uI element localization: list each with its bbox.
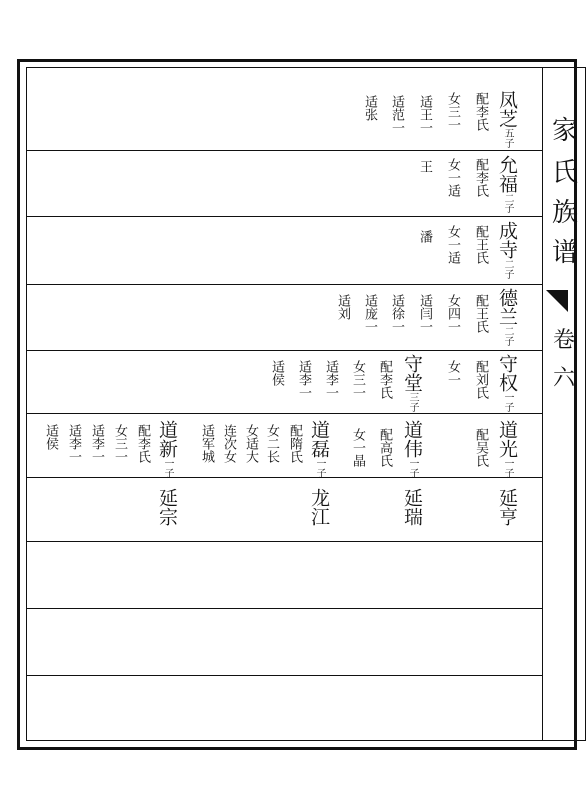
person-name <box>497 288 516 346</box>
note-text: 女三一 <box>350 360 365 399</box>
person-name-text: 允福 <box>496 155 518 193</box>
row-divider <box>27 150 542 151</box>
spouse-children-note <box>474 92 487 131</box>
person-name <box>402 420 421 478</box>
spouse-children-note <box>113 424 126 463</box>
note-text: 适李一 <box>296 360 311 399</box>
spouse-children-note <box>136 424 149 463</box>
note-text: 女一 <box>445 360 460 386</box>
person-name-text: 凤芝 <box>496 90 518 128</box>
spouse-children-note <box>474 225 487 264</box>
side-volume-char: 卷 <box>553 328 576 353</box>
spouse-children-note <box>446 158 459 197</box>
person-name-text: 道磊 <box>308 420 330 458</box>
children-count: 三子 <box>407 392 418 412</box>
spouse-children-note <box>446 360 459 386</box>
note-text: 适徐一 <box>389 294 404 333</box>
note-text: 女三一 <box>445 92 460 131</box>
note-text: 适侯 <box>43 424 58 450</box>
spouse-children-note <box>378 360 391 399</box>
spouse-children-note <box>418 95 431 134</box>
note-text: 女一晶 <box>350 428 365 467</box>
children-count: 一子 <box>502 392 513 412</box>
spouse-children-note <box>222 424 235 463</box>
spouse-children-note <box>390 294 403 333</box>
spouse-children-note <box>324 360 337 399</box>
note-text: 配李氏 <box>473 158 488 197</box>
person-name-text: 守堂 <box>401 354 423 392</box>
spouse-children-note <box>418 230 431 243</box>
children-count: 二子 <box>502 326 513 346</box>
row-divider <box>27 541 542 542</box>
person-name <box>157 488 176 526</box>
spouse-children-note <box>67 424 80 463</box>
person-name <box>497 354 516 412</box>
row-divider <box>27 608 542 609</box>
children-count: 二子 <box>502 259 513 279</box>
person-name-text: 延瑞 <box>401 488 423 526</box>
spouse-children-note <box>378 428 391 467</box>
note-text: 配王氏 <box>473 225 488 264</box>
spouse-children-note <box>336 294 349 320</box>
spouse-children-note <box>270 360 283 386</box>
note-text: 女一适 <box>445 225 460 264</box>
spouse-children-note <box>474 360 487 399</box>
note-text: 适张 <box>362 95 377 121</box>
note-text: 配李氏 <box>473 92 488 131</box>
note-text: 适闫一 <box>417 294 432 333</box>
person-name <box>497 221 516 279</box>
note-text: 配李氏 <box>135 424 150 463</box>
spouse-children-note <box>90 424 103 463</box>
note-text: 适刘 <box>335 294 350 320</box>
children-count: 一子 <box>407 458 418 478</box>
children-count: 一子 <box>162 458 173 478</box>
person-name-text: 龙江 <box>308 488 330 526</box>
person-name <box>497 90 516 148</box>
spouse-children-note <box>418 160 431 173</box>
note-text: 适范一 <box>389 95 404 134</box>
spouse-children-note <box>363 95 376 121</box>
person-name-text: 成寺 <box>496 221 518 259</box>
spouse-children-note <box>418 294 431 333</box>
row-divider <box>27 216 542 217</box>
spouse-children-note <box>297 360 310 399</box>
note-text: 适李一 <box>89 424 104 463</box>
note-text: 适军城 <box>199 424 214 463</box>
spouse-children-note <box>288 424 301 463</box>
person-name-text: 延宗 <box>156 488 178 526</box>
note-text: 适侯 <box>269 360 284 386</box>
spouse-children-note <box>200 424 213 463</box>
spouse-children-note <box>446 225 459 264</box>
row-divider <box>27 477 542 478</box>
side-title-char: 谱 <box>552 238 579 268</box>
children-count: 二子 <box>502 193 513 213</box>
note-text: 适庞一 <box>362 294 377 333</box>
person-name <box>157 420 176 478</box>
note-text: 王 <box>417 160 432 173</box>
spouse-children-note <box>363 294 376 333</box>
side-volume-char: 六 <box>553 366 576 391</box>
person-name <box>402 354 421 412</box>
person-name <box>497 155 516 213</box>
side-title-char: 家 <box>552 116 579 146</box>
spouse-children-note <box>390 95 403 134</box>
note-text: 女三一 <box>112 424 127 463</box>
side-title-char: 氏 <box>552 158 579 188</box>
person-name-text: 道新 <box>156 420 178 458</box>
side-ornament <box>546 290 568 312</box>
note-text: 连次女 <box>221 424 236 463</box>
note-text: 适李一 <box>66 424 81 463</box>
spouse-children-note <box>351 360 364 399</box>
children-count: 五子 <box>502 128 513 148</box>
spouse-children-note <box>244 424 257 463</box>
spouse-children-note <box>474 294 487 333</box>
person-name <box>497 488 516 526</box>
note-text: 女二长 <box>264 424 279 463</box>
person-name-text: 延亨 <box>496 488 518 526</box>
note-text: 女适大 <box>243 424 258 463</box>
note-text: 女一适 <box>445 158 460 197</box>
person-name <box>309 488 328 526</box>
row-divider <box>27 413 542 414</box>
row-divider <box>27 675 542 676</box>
note-text: 配隋氏 <box>287 424 302 463</box>
note-text: 配高氏 <box>377 428 392 467</box>
spouse-children-note <box>351 428 364 467</box>
children-count: 一子 <box>314 458 325 478</box>
spouse-children-note <box>474 428 487 467</box>
spouse-children-note <box>446 294 459 333</box>
person-name <box>309 420 328 478</box>
note-text: 配李氏 <box>377 360 392 399</box>
spouse-children-note <box>446 92 459 131</box>
person-name-text: 道伟 <box>401 420 423 458</box>
note-text: 适李一 <box>323 360 338 399</box>
spouse-children-note <box>474 158 487 197</box>
person-name-text: 德兰 <box>496 288 518 326</box>
person-name-text: 道光 <box>496 420 518 458</box>
person-name <box>497 420 516 478</box>
note-text: 女四一 <box>445 294 460 333</box>
note-text: 配王氏 <box>473 294 488 333</box>
row-divider <box>27 284 542 285</box>
note-text: 适王一 <box>417 95 432 134</box>
person-name <box>402 488 421 526</box>
row-divider <box>27 350 542 351</box>
spouse-children-note <box>265 424 278 463</box>
children-count: 一子 <box>502 458 513 478</box>
note-text: 潘 <box>417 230 432 243</box>
side-margin-line <box>542 67 543 741</box>
spouse-children-note <box>44 424 57 450</box>
note-text: 配吴氏 <box>473 428 488 467</box>
side-title-char: 族 <box>552 198 579 228</box>
note-text: 配刘氏 <box>473 360 488 399</box>
person-name-text: 守权 <box>496 354 518 392</box>
